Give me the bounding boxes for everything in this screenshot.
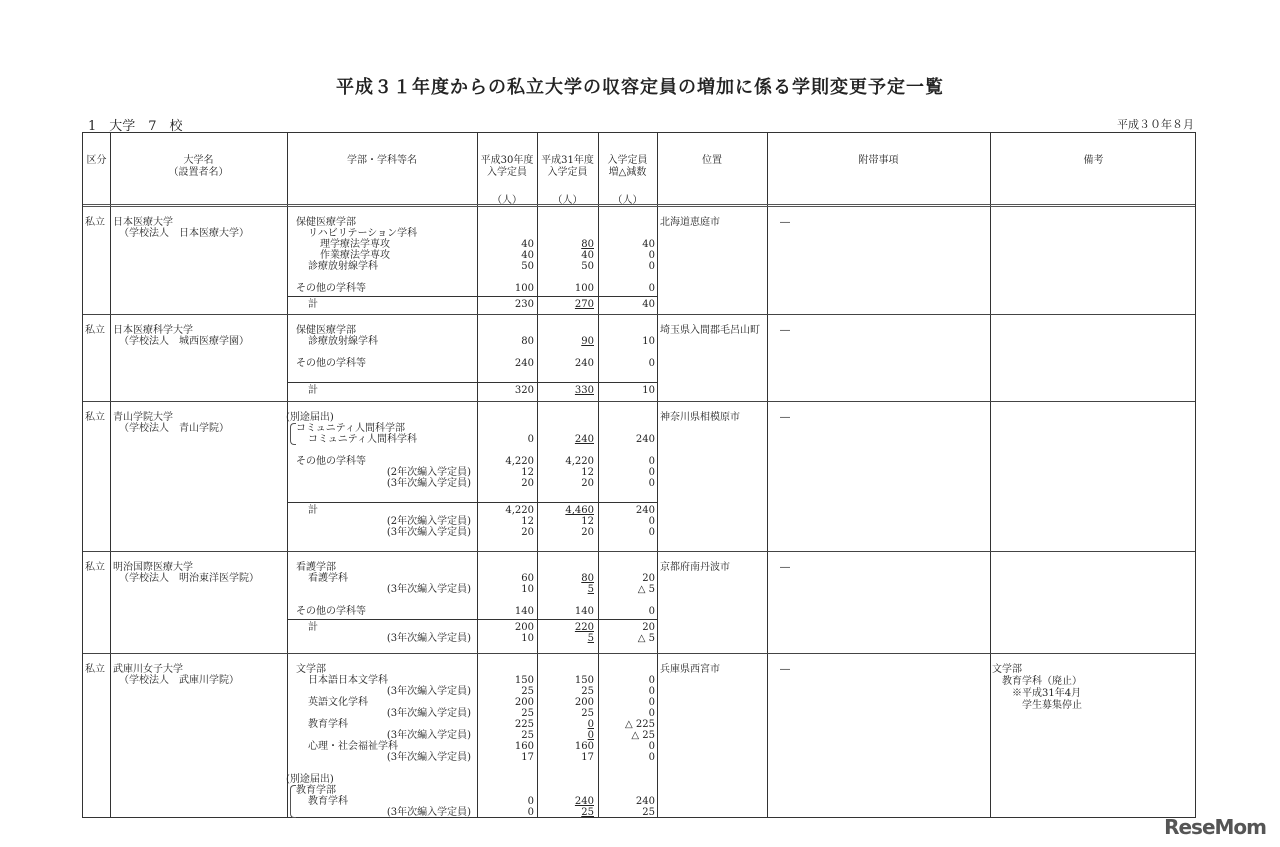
- capacity-diff: △ 5: [637, 584, 655, 595]
- department-line: [288, 633, 658, 644]
- capacity-h30: 4,220: [505, 505, 534, 516]
- owner-name: （学校法人 日本医療大学）: [119, 228, 249, 239]
- capacity-diff: 0: [648, 456, 655, 467]
- department-label: 理学療法学専攻: [320, 239, 390, 250]
- kubun: 私立: [85, 664, 105, 675]
- department-line: [288, 445, 658, 456]
- capacity-diff: 0: [648, 752, 655, 763]
- department-label: コミュニティ人間科学部: [296, 423, 405, 434]
- conditions: ―: [780, 562, 790, 573]
- capacity-diff: 0: [648, 261, 655, 272]
- department-label: 計: [308, 505, 318, 516]
- capacity-h30: 50: [521, 261, 534, 272]
- capacity-h31: 330: [574, 385, 594, 396]
- department-line: [288, 697, 658, 708]
- header-location: 位置: [702, 155, 722, 166]
- capacity-diff: 20: [642, 622, 655, 633]
- department-line: [288, 516, 658, 527]
- department-line: [288, 774, 658, 785]
- capacity-h30: 225: [514, 719, 534, 730]
- department-label: その他の学科等: [296, 358, 366, 369]
- department-label: (別途届出): [286, 774, 334, 785]
- header-university: 大学名 （設置者名）: [168, 155, 229, 178]
- department-label: 計: [308, 622, 318, 633]
- department-label: 英語文化学科: [308, 697, 368, 708]
- capacity-h30: 320: [514, 385, 534, 396]
- department-line: [288, 562, 658, 573]
- capacity-h31: 5: [587, 584, 594, 595]
- department-label: 診療放射線学科: [308, 261, 378, 272]
- page-title: 平成３１年度からの私立大学の収容定員の増加に係る学則変更予定一覧: [336, 77, 944, 98]
- capacity-diff: 0: [648, 686, 655, 697]
- department-label: その他の学科等: [296, 283, 366, 294]
- owner-name: （学校法人 武庫川学院）: [119, 675, 239, 686]
- department-line: [288, 807, 658, 818]
- capacity-diff: △ 25: [631, 730, 655, 741]
- kubun: 私立: [85, 562, 105, 573]
- department-label: 日本語日本文学科: [308, 675, 388, 686]
- capacity-h31: 4,460: [565, 505, 594, 516]
- location: 北海道恵庭市: [660, 217, 720, 228]
- capacity-h31: 200: [574, 697, 594, 708]
- department-label: 教育学部: [296, 785, 336, 796]
- department-lines: [288, 325, 658, 396]
- department-line: [288, 584, 658, 595]
- capacity-h31: 240: [574, 796, 594, 807]
- capacity-h30: 10: [521, 584, 534, 595]
- capacity-diff: 240: [635, 434, 655, 445]
- capacity-diff: 10: [642, 336, 655, 347]
- conditions: ―: [780, 664, 790, 675]
- capacity-h30: 17: [521, 752, 534, 763]
- capacity-h31: 140: [574, 606, 594, 617]
- capacity-h31: 240: [574, 358, 594, 369]
- capacity-h30: 10: [521, 633, 534, 644]
- capacity-h31: 80: [581, 239, 594, 250]
- department-label: その他の学科等: [296, 606, 366, 617]
- department-line: [288, 347, 658, 358]
- department-lines: [288, 562, 658, 644]
- capacity-h30: 100: [514, 283, 534, 294]
- capacity-h31: 80: [581, 573, 594, 584]
- capacity-diff: 0: [648, 516, 655, 527]
- department-lines: [288, 664, 658, 818]
- conditions: ―: [780, 217, 790, 228]
- transfer-note: (3年次編入学定員): [386, 686, 471, 697]
- transfer-note: (3年次編入学定員): [386, 584, 471, 595]
- capacity-h31: 100: [574, 283, 594, 294]
- university-row: [83, 402, 1195, 552]
- department-line: [288, 325, 658, 336]
- department-label: 診療放射線学科: [308, 336, 378, 347]
- capacity-h31: 270: [574, 299, 594, 310]
- capacity-h30: 80: [521, 336, 534, 347]
- capacity-h30: 140: [514, 606, 534, 617]
- capacity-diff: 0: [648, 358, 655, 369]
- school-count: 1 大学 7 校: [88, 119, 183, 134]
- capacity-h30: 40: [521, 239, 534, 250]
- capacity-h31: 17: [581, 752, 594, 763]
- department-line: [288, 527, 658, 538]
- transfer-note: (3年次編入学定員): [386, 527, 471, 538]
- header-diff: 入学定員 増△減数: [607, 155, 648, 178]
- department-line: [288, 741, 658, 752]
- department-label: その他の学科等: [296, 456, 366, 467]
- department-line: [288, 595, 658, 606]
- capacity-h30: 230: [514, 299, 534, 310]
- department-lines: [288, 217, 658, 310]
- capacity-h31: 220: [574, 622, 594, 633]
- capacity-h30: 240: [514, 358, 534, 369]
- change-table: [82, 132, 1196, 818]
- transfer-note: (3年次編入学定員): [386, 633, 471, 644]
- resemom-logo: ReseMom: [1164, 815, 1266, 839]
- department-line: [288, 250, 658, 261]
- capacity-h30: 25: [521, 686, 534, 697]
- department-line: [288, 412, 658, 423]
- department-line: [288, 708, 658, 719]
- transfer-note: (3年次編入学定員): [386, 730, 471, 741]
- department-line: [288, 606, 658, 617]
- capacity-h30: 0: [527, 796, 534, 807]
- capacity-h31: 25: [581, 708, 594, 719]
- capacity-diff: 0: [648, 606, 655, 617]
- department-label: 看護学部: [296, 562, 336, 573]
- department-lines: [288, 412, 658, 538]
- capacity-diff: 40: [642, 299, 655, 310]
- department-line: [288, 675, 658, 686]
- department-line: [288, 358, 658, 369]
- university-row: [83, 654, 1195, 818]
- total-line: [288, 622, 658, 633]
- capacity-h30: 25: [521, 708, 534, 719]
- location: 兵庫県西宮市: [660, 664, 720, 675]
- capacity-h30: 0: [527, 807, 534, 818]
- department-label: 作業療法学専攻: [320, 250, 390, 261]
- capacity-h31: 90: [581, 336, 594, 347]
- location: 埼玉県入間郡毛呂山町: [660, 325, 760, 336]
- transfer-note: (3年次編入学定員): [386, 807, 471, 818]
- department-label: 保健医療学部: [296, 217, 356, 228]
- department-label: 教育学科: [308, 796, 348, 807]
- location: 神奈川県相模原市: [660, 412, 740, 423]
- department-label: コミュニティ人間科学科: [308, 434, 417, 445]
- university-name: 日本医療科学大学: [113, 325, 193, 336]
- header-conditions: 附帯事項: [858, 155, 899, 166]
- department-line: [288, 686, 658, 697]
- university-row: [83, 315, 1195, 402]
- department-line: [288, 336, 658, 347]
- capacity-diff: 20: [642, 573, 655, 584]
- capacity-h30: 20: [521, 478, 534, 489]
- department-line: [288, 423, 658, 434]
- capacity-diff: 240: [635, 796, 655, 807]
- remarks: 文学部 教育学科（廃止） ※平成31年4月 学生募集停止: [992, 664, 1082, 711]
- capacity-h30: 150: [514, 675, 534, 686]
- unit-h31: （人）: [552, 195, 583, 206]
- kubun: 私立: [85, 217, 105, 228]
- capacity-h30: 4,220: [505, 456, 534, 467]
- department-line: [288, 478, 658, 489]
- department-line: [288, 217, 658, 228]
- department-line: [288, 456, 658, 467]
- capacity-h30: 200: [514, 697, 534, 708]
- department-line: [288, 785, 658, 796]
- capacity-h31: 25: [581, 686, 594, 697]
- total-line: [288, 385, 658, 396]
- capacity-h30: 12: [521, 516, 534, 527]
- capacity-h31: 160: [574, 741, 594, 752]
- department-line: [288, 730, 658, 741]
- header-h30: 平成30年度 入学定員: [480, 155, 534, 178]
- conditions: ―: [780, 412, 790, 423]
- capacity-diff: 0: [648, 478, 655, 489]
- department-label: 文学部: [296, 664, 326, 675]
- department-label: 教育学科: [308, 719, 348, 730]
- capacity-h31: 20: [581, 527, 594, 538]
- capacity-diff: 0: [648, 527, 655, 538]
- department-line: [288, 573, 658, 584]
- department-label: 保健医療学部: [296, 325, 356, 336]
- department-line: [288, 489, 658, 500]
- department-line: [288, 664, 658, 675]
- capacity-diff: 0: [648, 741, 655, 752]
- kubun: 私立: [85, 412, 105, 423]
- capacity-h31: 4,220: [565, 456, 594, 467]
- total-line: [288, 299, 658, 310]
- capacity-h31: 25: [581, 807, 594, 818]
- total-line: [288, 505, 658, 516]
- document-date: 平成３０年８月: [1117, 118, 1194, 131]
- capacity-diff: 10: [642, 385, 655, 396]
- department-label: リハビリテーション学科: [308, 228, 418, 239]
- university-row: [83, 552, 1195, 654]
- department-line: [288, 261, 658, 272]
- department-line: [288, 719, 658, 730]
- capacity-diff: 240: [635, 505, 655, 516]
- capacity-h31: 12: [581, 516, 594, 527]
- university-name: 青山学院大学: [113, 412, 173, 423]
- capacity-h30: 25: [521, 730, 534, 741]
- capacity-h31: 5: [587, 633, 594, 644]
- capacity-h31: 240: [574, 434, 594, 445]
- unit-diff: （人）: [612, 195, 643, 206]
- capacity-diff: 40: [642, 239, 655, 250]
- department-line: [288, 239, 658, 250]
- department-label: 心理・社会福祉学科: [308, 741, 398, 752]
- department-line: [288, 796, 658, 807]
- capacity-diff: 0: [648, 467, 655, 478]
- capacity-h30: 60: [521, 573, 534, 584]
- owner-name: （学校法人 明治東洋医学院）: [119, 573, 259, 584]
- header-h31: 平成31年度 入学定員: [541, 155, 594, 178]
- department-line: [288, 369, 658, 380]
- capacity-diff: 0: [648, 708, 655, 719]
- header-kubun: 区分: [86, 155, 107, 166]
- transfer-note: (3年次編入学定員): [386, 478, 471, 489]
- location: 京都府南丹波市: [660, 562, 730, 573]
- transfer-note: (2年次編入学定員): [386, 516, 471, 527]
- capacity-h30: 12: [521, 467, 534, 478]
- capacity-h31: 20: [581, 478, 594, 489]
- capacity-h31: 0: [587, 719, 594, 730]
- capacity-diff: 25: [642, 807, 655, 818]
- capacity-h31: 150: [574, 675, 594, 686]
- department-label: 看護学科: [308, 573, 348, 584]
- conditions: ―: [780, 325, 790, 336]
- capacity-diff: 0: [648, 250, 655, 261]
- department-line: [288, 752, 658, 763]
- university-row: [83, 207, 1195, 315]
- capacity-h30: 0: [527, 434, 534, 445]
- capacity-h30: 200: [514, 622, 534, 633]
- capacity-h30: 40: [521, 250, 534, 261]
- university-name: 日本医療大学: [113, 217, 173, 228]
- department-line: [288, 434, 658, 445]
- department-label: 計: [308, 385, 318, 396]
- transfer-note: (3年次編入学定員): [386, 708, 471, 719]
- owner-name: （学校法人 青山学院）: [119, 423, 229, 434]
- kubun: 私立: [85, 325, 105, 336]
- capacity-h30: 20: [521, 527, 534, 538]
- department-label: (別途届出): [286, 412, 334, 423]
- owner-name: （学校法人 城西医療学園）: [119, 336, 249, 347]
- capacity-h31: 40: [581, 250, 594, 261]
- department-line: [288, 763, 658, 774]
- department-line: [288, 272, 658, 283]
- capacity-h31: 0: [587, 730, 594, 741]
- transfer-note: (3年次編入学定員): [386, 752, 471, 763]
- department-line: [288, 467, 658, 478]
- department-label: 計: [308, 299, 318, 310]
- university-name: 武庫川女子大学: [113, 664, 183, 675]
- header-remarks: 備考: [1083, 155, 1104, 166]
- header-department: 学部・学科等名: [347, 155, 417, 166]
- department-line: [288, 228, 658, 239]
- capacity-diff: 0: [648, 283, 655, 294]
- university-name: 明治国際医療大学: [113, 562, 193, 573]
- capacity-diff: 0: [648, 675, 655, 686]
- capacity-h31: 12: [581, 467, 594, 478]
- capacity-diff: 0: [648, 697, 655, 708]
- department-line: [288, 283, 658, 294]
- unit-h30: （人）: [492, 195, 522, 206]
- capacity-h31: 50: [581, 261, 594, 272]
- capacity-diff: △ 225: [625, 719, 655, 730]
- capacity-diff: △ 5: [637, 633, 655, 644]
- transfer-note: (2年次編入学定員): [386, 467, 471, 478]
- capacity-h30: 160: [514, 741, 534, 752]
